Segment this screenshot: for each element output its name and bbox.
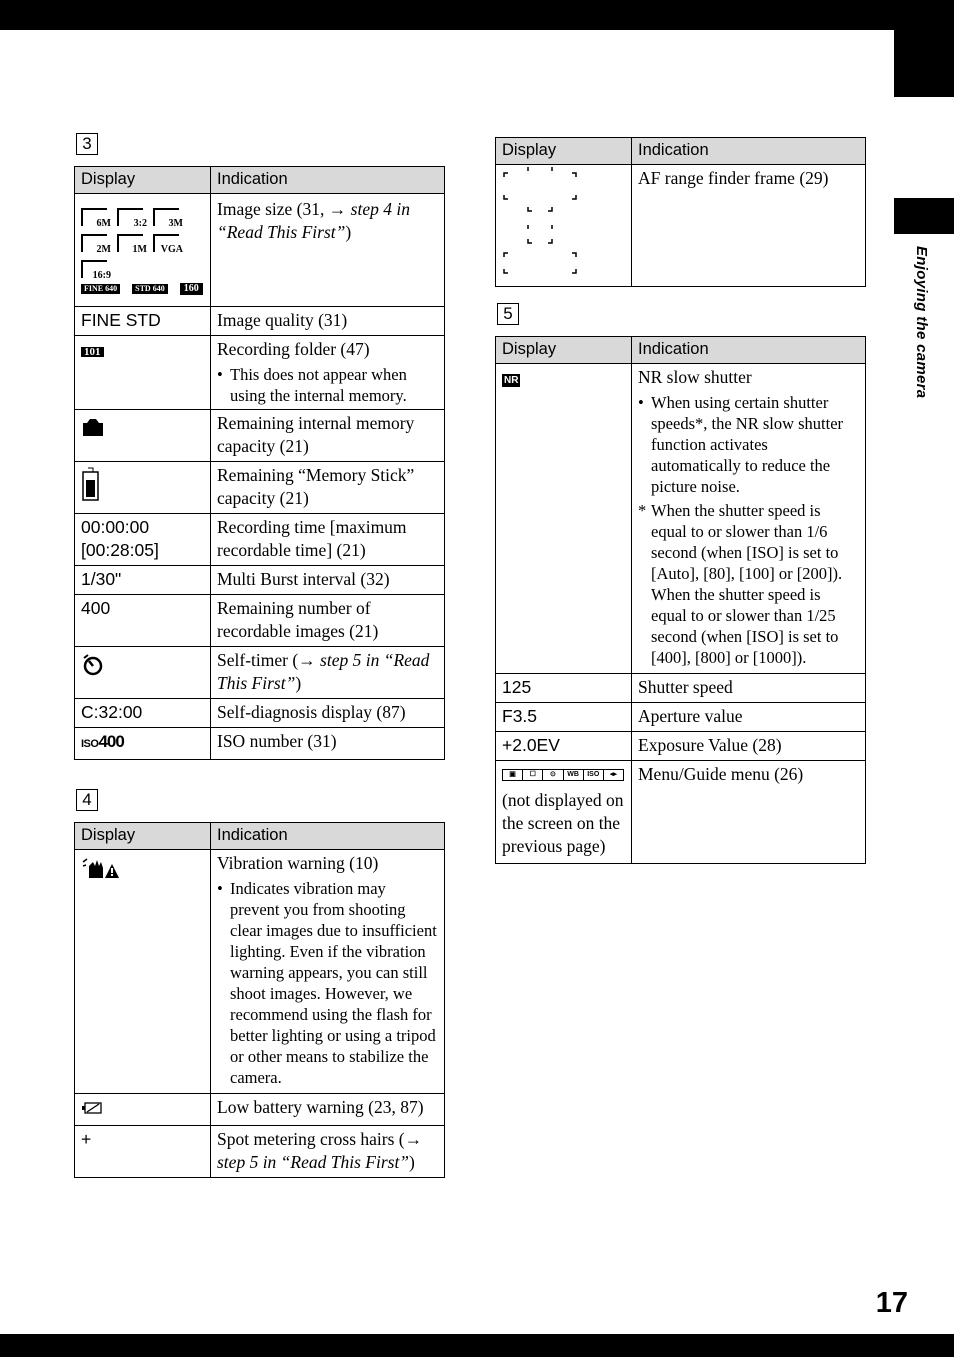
image-size-vga-icon: VGA [153, 234, 179, 252]
table-row [496, 761, 866, 864]
size-160-icon: 160 [180, 283, 203, 295]
spot-indication: Spot metering cross hairs (→ step 5 in “Read This First”) [211, 1126, 445, 1178]
af-range-finder-icon [502, 167, 582, 277]
memory-stick-icon [81, 466, 101, 502]
remaining-display: 400 [75, 595, 211, 647]
table-row [75, 595, 445, 647]
section-thumb-tab [894, 198, 954, 234]
table-section-3 [74, 166, 445, 760]
header-indication: Indication [211, 167, 445, 194]
table-section-4 [74, 822, 445, 1178]
iso-indication: ISO number (31) [211, 728, 445, 760]
self-timer-indication: Self-timer (→ step 5 in “Read This First”) [211, 647, 445, 699]
table-row [75, 1126, 445, 1178]
low-battery-icon [81, 1100, 105, 1116]
recording-folder-icon: 101 [81, 347, 104, 357]
spot-display: + [75, 1126, 211, 1178]
folder-display [75, 336, 211, 410]
arrow-icon: → [404, 1129, 423, 1149]
table-row [75, 307, 445, 336]
section-4-marker: 4 [76, 789, 98, 811]
table-row [75, 850, 445, 1094]
image-size-3-2-icon: 3:2 [117, 208, 143, 226]
table-af [495, 137, 866, 287]
vibration-display [75, 850, 211, 1094]
table-section-5 [495, 336, 866, 864]
menu-display: ▣ ☐ ⊙ WB ISO ◂▸ (not displayed on the screen on the previous page) [496, 761, 632, 864]
self-diagnosis-indication: Self-diagnosis display (87) [211, 699, 445, 728]
header-display: Display [75, 167, 211, 194]
image-size-indication: Image size (31, → step 4 in “Read This First”) [211, 194, 445, 307]
bottom-black-bar [0, 1334, 954, 1357]
section-3-marker: 3 [76, 133, 98, 155]
table-row [496, 674, 866, 703]
aperture-display: F3.5 [496, 703, 632, 732]
image-size-3m-icon: 3M [153, 208, 179, 226]
table-row [75, 462, 445, 514]
ev-indication: Exposure Value (28) [632, 732, 866, 761]
quality-display: FINE STD [75, 307, 211, 336]
header-indication: Indication [632, 138, 866, 165]
table-row [75, 336, 445, 410]
battery-indication: Low battery warning (23, 87) [211, 1094, 445, 1126]
ev-display: +2.0EV [496, 732, 632, 761]
table-row [496, 732, 866, 761]
recording-time-display: 00:00:00 [00:28:05] [75, 514, 211, 566]
vibration-warning-icon [81, 856, 121, 882]
header-indication: Indication [211, 823, 445, 850]
remaining-indication: Remaining number of recordable images (21) [211, 595, 445, 647]
arrow-icon: → [298, 650, 316, 670]
header-display: Display [75, 823, 211, 850]
memory-stick-display [75, 462, 211, 514]
nr-slow-shutter-icon: NR [504, 375, 519, 386]
table-row [75, 728, 445, 760]
nr-indication: NR slow shutter • When using certain shutter speeds*, the NR slow shutter function activates automatically to reduce the picture noise. * When the shutter speed is equal to or slower than 1/6 second (when [ISO] is set to [Auto], [80], [100] or [200]). When the shutter speed is equal to or slower than 1/25 second (when [ISO] is set to [400], [800] or [1000]). [632, 364, 866, 674]
folder-indication: Recording folder (47) • This does not appear when using the internal memory. [211, 336, 445, 410]
iso-display: ISO400 [75, 728, 211, 760]
image-size-16-9-icon: 16:9 [81, 260, 107, 278]
header-indication: Indication [632, 337, 866, 364]
table-row [75, 699, 445, 728]
table-row [496, 364, 866, 674]
memory-stick-indication: Remaining “Memory Stick” capacity (21) [211, 462, 445, 514]
table-row [75, 514, 445, 566]
menu-indication: Menu/Guide menu (26) [632, 761, 866, 864]
image-size-icons [75, 194, 211, 307]
af-indication: AF range finder frame (29) [632, 165, 866, 287]
nr-display [496, 364, 632, 674]
section-5-marker: 5 [497, 303, 519, 325]
header-display: Display [496, 337, 632, 364]
image-size-6m-icon: 6M [81, 208, 107, 226]
image-size-2m-icon: 2M [81, 234, 107, 252]
fine-640-icon: FINE 640 [81, 284, 120, 294]
internal-memory-indication: Remaining internal memory capacity (21) [211, 410, 445, 462]
top-black-bar [0, 0, 954, 30]
quality-indication: Image quality (31) [211, 307, 445, 336]
header-display: Display [496, 138, 632, 165]
internal-memory-icon [81, 416, 105, 438]
image-size-1m-icon: 1M [117, 234, 143, 252]
table-row [75, 410, 445, 462]
vibration-indication: Vibration warning (10) • Indicates vibration may prevent you from shooting clear images due to insufficient lighting. Even if the vibration warning appears, you can still shoot images. However, we recommend using the flash for better lighting or using a tripod or other means to stabilize the camera. [211, 850, 445, 1094]
table-row [75, 566, 445, 595]
menu-bar-icon: ▣ ☐ ⊙ WB ISO ◂▸ [502, 769, 624, 781]
std-640-icon: STD 640 [132, 284, 168, 294]
shutter-display: 125 [496, 674, 632, 703]
self-diagnosis-display: C:32:00 [75, 699, 211, 728]
table-row [75, 647, 445, 699]
table-row [75, 1094, 445, 1126]
af-display [496, 165, 632, 287]
burst-indication: Multi Burst interval (32) [211, 566, 445, 595]
section-title: Enjoying the camera [913, 246, 930, 399]
burst-display: 1/30" [75, 566, 211, 595]
page-number: 17 [875, 1287, 908, 1319]
shutter-indication: Shutter speed [632, 674, 866, 703]
table-row [496, 165, 866, 287]
aperture-indication: Aperture value [632, 703, 866, 732]
table-row [496, 703, 866, 732]
battery-display [75, 1094, 211, 1126]
arrow-icon: → [328, 199, 347, 219]
self-timer-display [75, 647, 211, 699]
corner-thumb-tab [894, 30, 954, 97]
table-row [75, 194, 445, 307]
internal-memory-display [75, 410, 211, 462]
recording-time-indication: Recording time [maximum recordable time] (21) [211, 514, 445, 566]
self-timer-icon [81, 653, 105, 677]
